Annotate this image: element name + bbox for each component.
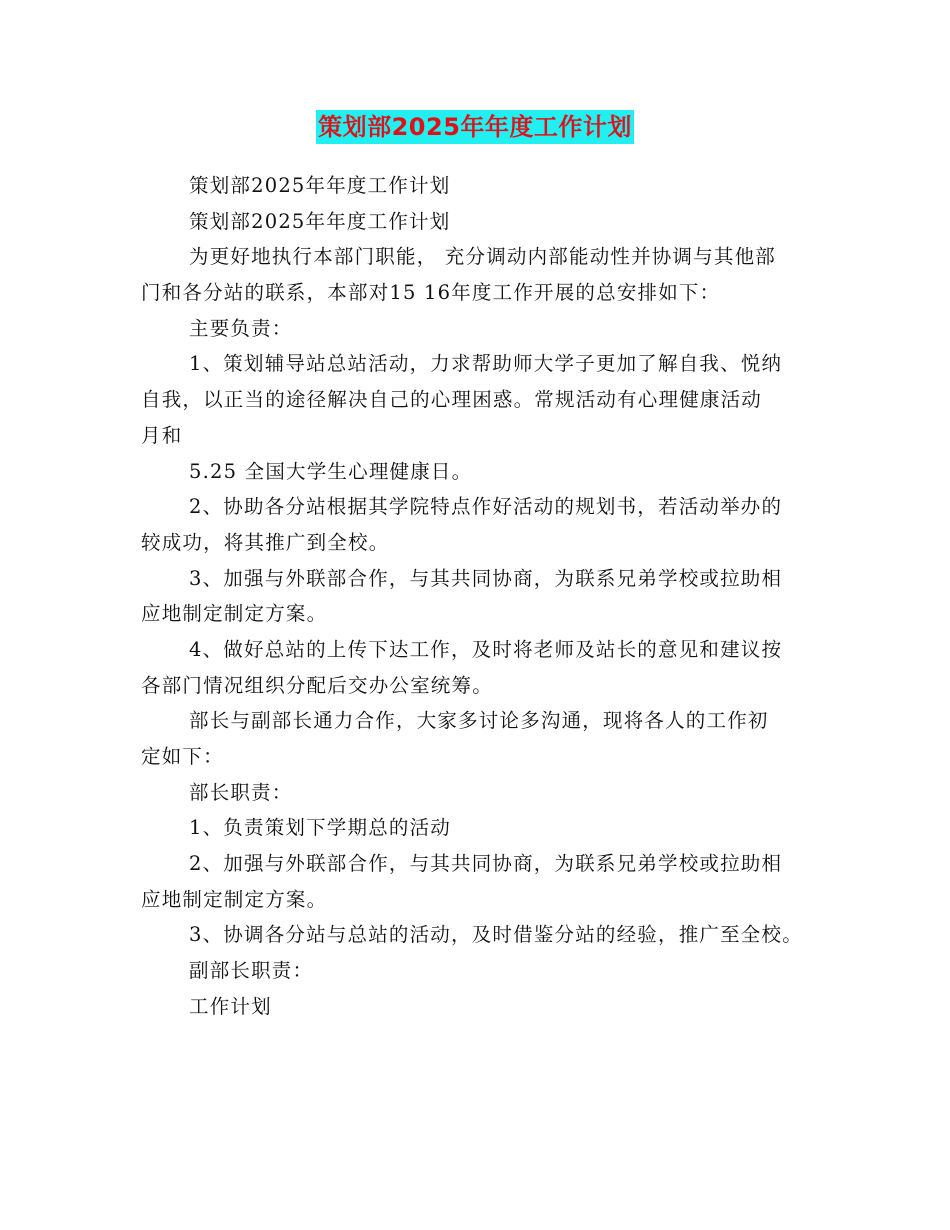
text-line: 各部门情况组织分配后交办公室统筹。 — [141, 673, 493, 697]
title-container — [0, 110, 950, 144]
text-line: 部长与副部长通力合作，大家多讨论多沟通，现将各人的工作初 — [189, 709, 769, 733]
text-line: 应地制定制定方案。 — [141, 887, 328, 911]
document-body — [141, 168, 821, 1025]
text-line: 自我，以正当的途径解决自己的心理困惑。常规活动有心理健康活动 — [141, 388, 763, 412]
document-title: 策划部2025年年度工作计划 — [316, 110, 634, 144]
text-line: 3、加强与外联部合作，与其共同协商，为联系兄弟学校或拉助相 — [189, 566, 783, 590]
text-line: 主要负责： — [189, 316, 293, 340]
text-line: 部长职责： — [189, 780, 293, 804]
text-line: 5.25 全国大学生心理健康日。 — [189, 459, 473, 483]
text-line: 1、负责策划下学期总的活动 — [189, 816, 452, 840]
text-line: 3、协调各分站与总站的活动，及时借鉴分站的经验，推广至全校。 — [189, 923, 803, 947]
text-line: 应地制定制定方案。 — [141, 602, 328, 626]
text-line: 为更好地执行本部门职能， 充分调动内部能动性并协调与其他部 — [189, 245, 776, 269]
text-line: 门和各分站的联系，本部对15 16年度工作开展的总安排如下： — [141, 281, 721, 305]
text-line: 工作计划 — [189, 994, 272, 1018]
text-line: 策划部2025年年度工作计划 — [189, 174, 451, 197]
text-line: 2、加强与外联部合作，与其共同协商，为联系兄弟学校或拉助相 — [189, 852, 783, 876]
text-line: 定如下： — [141, 745, 224, 768]
text-line: 月和 — [141, 423, 183, 447]
text-line: 较成功，将其推广到全校。 — [141, 530, 390, 554]
text-line: 策划部2025年年度工作计划 — [189, 209, 451, 233]
text-line: 1、策划辅导站总站活动，力求帮助师大学子更加了解自我、悦纳 — [189, 352, 783, 376]
text-line: 2、协助各分站根据其学院特点作好活动的规划书，若活动举办的 — [189, 495, 783, 519]
text-line: 副部长职责： — [189, 959, 314, 983]
text-line: 4、做好总站的上传下达工作，及时将老师及站长的意见和建议按 — [189, 637, 783, 661]
